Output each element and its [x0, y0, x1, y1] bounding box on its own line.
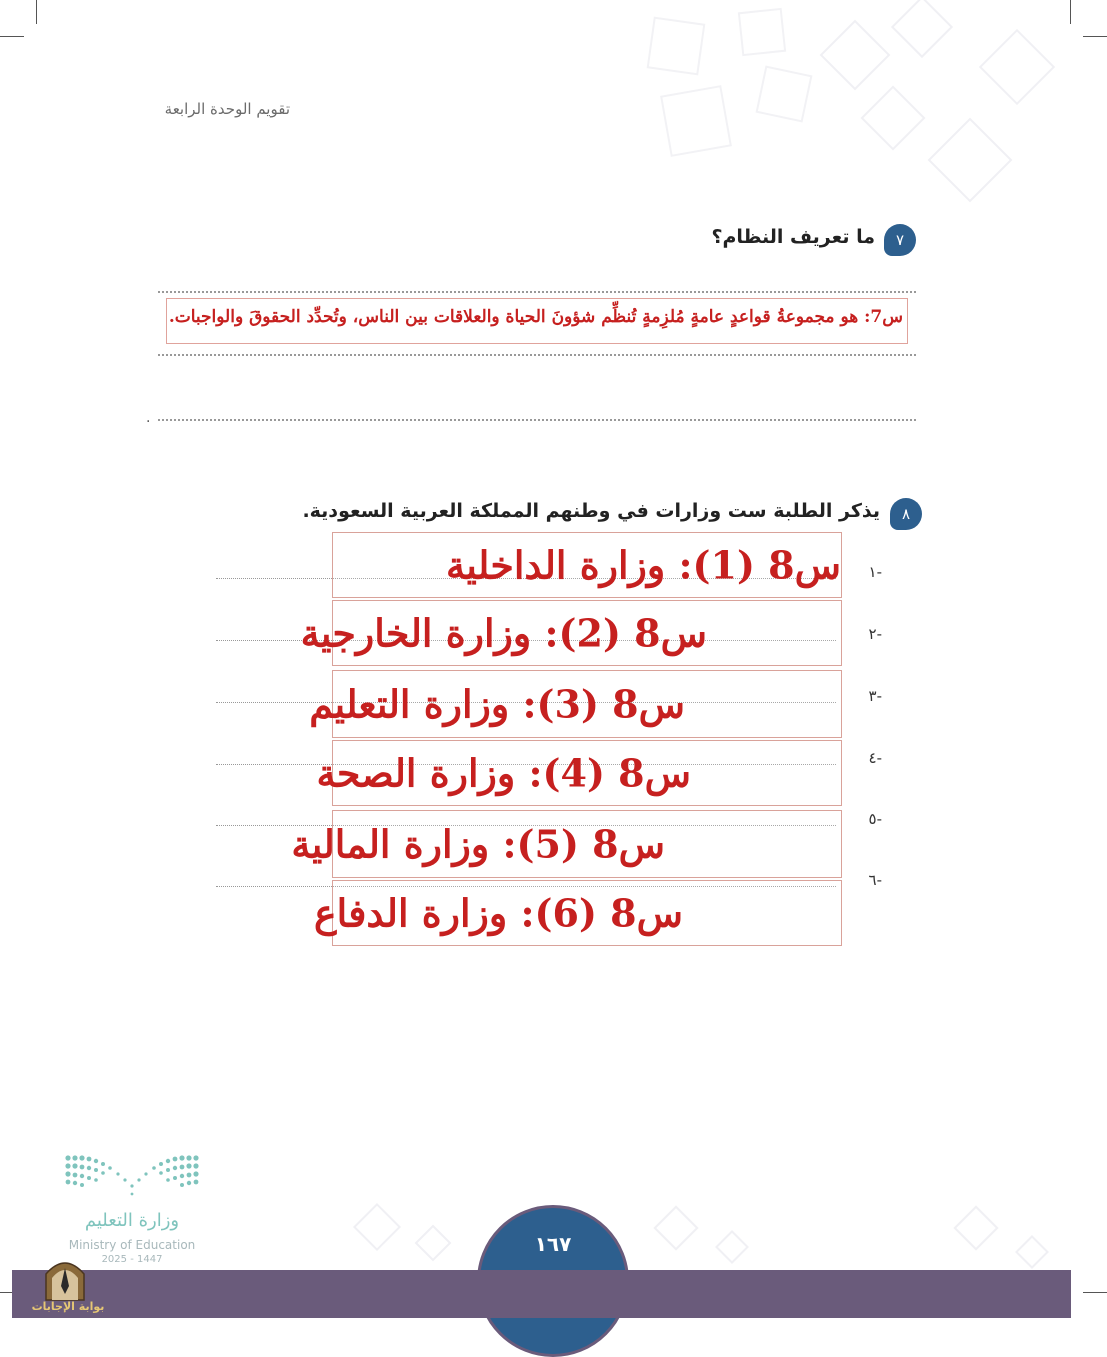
question-8-answer-box [300, 600, 842, 666]
line-number: -٦ [868, 871, 882, 889]
answer-line [158, 419, 916, 421]
ministry-name-english: Ministry of Education [68, 1238, 196, 1252]
line-number: -٥ [868, 810, 882, 828]
line-number: -٢ [868, 625, 882, 643]
question-8-answer: س8 (4): وزارة الصحة [316, 750, 691, 796]
question-8-answer-box [291, 810, 842, 878]
question-7-text: ما تعريف النظام؟ [711, 226, 875, 248]
answer-line [158, 291, 916, 293]
ministry-year: 2025 - 1447 [101, 1254, 163, 1265]
question-8-answer: س8 (1): وزارة الداخلية [445, 542, 841, 588]
question-8-answer-box [316, 740, 842, 806]
question-8-number-badge: ٨ [890, 498, 922, 530]
question-7-answer-box [166, 298, 908, 344]
footer-bar [12, 1270, 1071, 1318]
question-8-answer-box [314, 880, 842, 946]
crop-mark [0, 36, 24, 37]
line-number: -٤ [868, 749, 882, 767]
line-end-dot: . [146, 410, 151, 426]
crop-mark [1083, 36, 1107, 37]
question-8-answer-box [309, 670, 842, 738]
question-8-answer: س8 (6): وزارة الدفاع [314, 890, 683, 936]
answer-line [158, 354, 916, 356]
crop-mark [1083, 1292, 1107, 1293]
question-8-answer: س8 (2): وزارة الخارجية [300, 610, 707, 656]
crop-mark [1070, 0, 1071, 24]
question-7-number-badge: ٧ [884, 224, 916, 256]
question-8-text: يذكر الطلبة ست وزارات في وطنهم المملكة العربية السعودية. [302, 500, 880, 522]
question-8-answer-box [332, 532, 842, 598]
ministry-name-arabic: وزارة التعليم [84, 1210, 180, 1231]
line-number: -٣ [868, 687, 882, 705]
question-8-answer: س8 (5): وزارة المالية [291, 821, 665, 867]
ministry-logo-icon [62, 1150, 202, 1200]
crop-mark [36, 0, 37, 24]
site-label: بوابة الإجابات [31, 1300, 105, 1313]
unit-title: تقويم الوحدة الرابعة [164, 100, 290, 118]
line-number: -١ [868, 563, 882, 581]
question-8-answer: س8 (3): وزارة التعليم [309, 681, 685, 727]
site-logo-icon [42, 1256, 88, 1302]
question-7-answer: س7: هو مجموعةُ قواعدٍ عامةٍ مُلزِمةٍ تُنظِّم شؤونَ الحياة والعلاقات بين الناس، وتُحدِّد الحقوقَ والواجبات. [168, 307, 903, 327]
page-number: ١٦٧ [534, 1232, 572, 1256]
